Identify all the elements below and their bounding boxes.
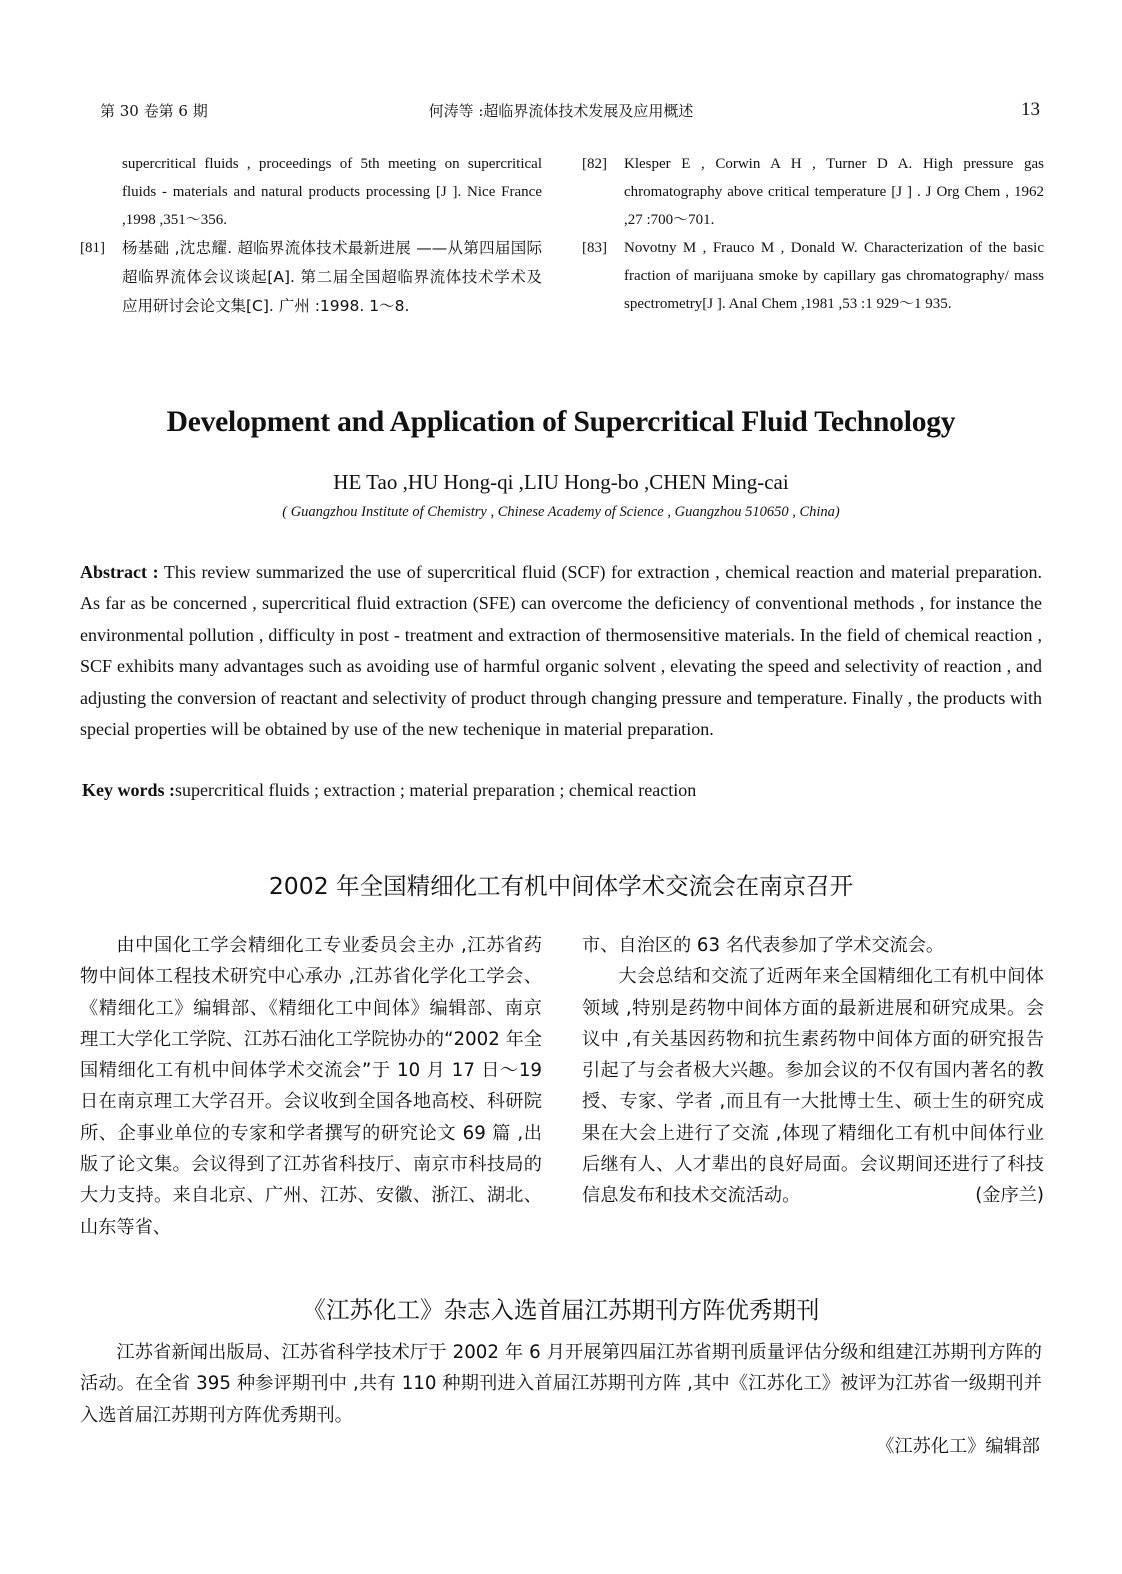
keywords-label: Key words : [82,780,175,800]
abstract-label: Abstract : [80,562,159,582]
english-authors: HE Tao ,HU Hong-qi ,LIU Hong-bo ,CHEN Ming-cai [333,470,789,494]
news1-paragraph: 由中国化工学会精细化工专业委员会主办 ,江苏省药物中间体工程技术研究中心承办 ,江苏省化学化工学会、《精细化工》编辑部、《精细化工中间体》编辑部、南京理工大学化工学院、江苏石油化工学院协办的“2002 年全国精细化工有机中间体学术交流会”于 10 月 17 日～19 日在南京理工大学召开。会议收到全国各地高校、科研院所、企事业单位的专家和学者撰写的研究论文 69 篇 ,出版了论文集。会议得到了江苏省科技厅、南京市科技局的大力支持。来自北京、广州、江苏、安徽、浙江、湖北、山东等省、 [80,935,542,1238]
reference-item [582,150,1044,234]
news1-left-column [80,930,542,1243]
running-header-volume: 第 30 卷第 6 期 [100,102,208,120]
reference-number: [82] [582,156,607,172]
reference-item [80,150,542,234]
english-keywords [82,775,1044,806]
reference-number: [83] [582,240,607,256]
news2-signature: 《江苏化工》编辑部 [876,1436,1040,1457]
news2-title: 《江苏化工》杂志入选首届江苏期刊方阵优秀期刊 [302,1296,820,1324]
references-left-column [80,150,542,321]
english-title: Development and Application of Supercritical Fluid Technology [166,406,956,438]
page-number: 13 [1021,99,1040,120]
reference-text: Klesper E , Corwin A H , Turner D A. High pressure gas chromatography above critical temperature [J ] . J Org Chem , 1962 ,27 :700～701. [624,156,1044,228]
news1-right-column [582,930,1044,1212]
news1-paragraph-continued: 市、自治区的 63 名代表参加了学术交流会。 [582,935,945,956]
reference-item [80,234,542,321]
references-right-column [582,150,1044,318]
news1-title: 2002 年全国精细化工有机中间体学术交流会在南京召开 [268,872,854,900]
keywords-text: supercritical fluids ; extraction ; material preparation ; chemical reaction [175,780,697,800]
news1-paragraph [582,961,1044,1211]
reference-text: 杨基础 ,沈忠耀. 超临界流体技术最新进展 ——从第四届国际超临界流体会议谈起[A]. 第二届全国超临界流体技术学术及应用研讨会论文集[C]. 广州 :1998. 1～8. [122,239,542,315]
news1-signature: (金序兰) [975,1185,1044,1207]
news1-paragraph-text: 大会总结和交流了近两年来全国精细化工有机中间体领域 ,特别是药物中间体方面的最新进展和研究成果。会议中 ,有关基因药物和抗生素药物中间体方面的研究报告引起了与会者极大兴趣。参加会议的不仅有国内著名的教授、专家、学者 ,而且有一大批博士生、硕士生的研究成果在大会上进行了交流 ,体现了精细化工有机中间体行业后继有人、人才辈出的良好局面。会议期间还进行了科技信息发布和技术交流活动。 [582,966,1044,1207]
abstract-text: This review summarized the use of supercritical fluid (SCF) for extraction , chemical reaction and material preparation. As far as be concerned , supercritical fluid extraction (SFE) can overcome the deficiency of conventional methods , for instance the environmental pollution , difficulty in post - treatment and extraction of thermosensitive materials. In the field of chemical reaction , SCF exhibits many advantages such as avoiding use of harmful organic solvent , elevating the speed and selectivity of reaction , and adjusting the conversion of reactant and selectivity of product through changing pressure and temperature. Finally , the products with special properties will be obtained by use of the new techenique in material preparation. [80,562,1042,740]
news2-paragraph: 江苏省新闻出版局、江苏省科学技术厅于 2002 年 6 月开展第四届江苏省期刊质量评估分级和组建江苏期刊方阵的活动。在全省 395 种参评期刊中 ,共有 110 种期刊进入首届江苏期刊方阵 ,其中《江苏化工》被评为江苏省一级期刊并入选首届江苏期刊方阵优秀期刊。 [80,1342,1042,1426]
english-abstract [80,557,1042,745]
running-header-title: 何涛等 :超临界流体技术发展及应用概述 [428,102,694,120]
english-affiliation: ( Guangzhou Institute of Chemistry , Chinese Academy of Science , Guangzhou 510650 , China) [282,504,840,520]
reference-text: supercritical fluids , proceedings of 5th meeting on supercritical fluids - materials and natural products processing [J ]. Nice France ,1998 ,351～356. [122,156,542,228]
reference-number: [81] [80,240,105,256]
reference-item [582,234,1044,318]
news2-body [80,1337,1042,1431]
reference-text: Novotny M , Frauco M , Donald W. Characterization of the basic fraction of marijuana smoke by capillary gas chromatography/ mass spectrometry[J ]. Anal Chem ,1981 ,53 :1 929～1 935. [624,240,1044,312]
